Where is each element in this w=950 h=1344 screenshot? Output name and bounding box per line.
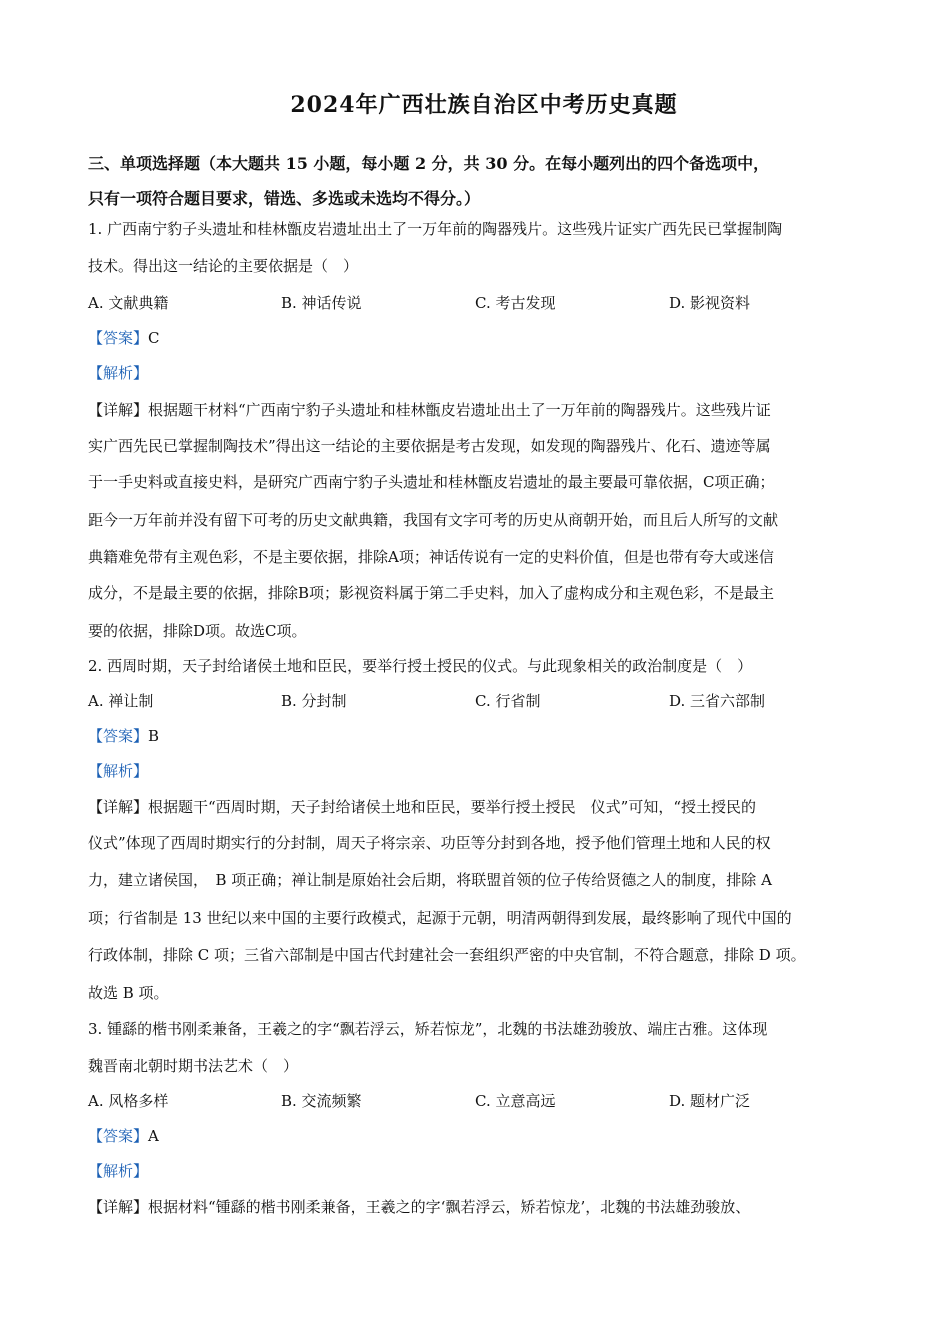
detail-label: 【详解】 (88, 401, 149, 419)
option-d: D. 影视资料 (669, 294, 751, 312)
detail-line: 力，建立诸侯国， B 项正确；禅让制是原始社会后期，将联盟首领的位子传给贤德之人的制度，排除 A (88, 871, 772, 889)
detail-line: 实广西先民已掌握制陶技术”得出这一结论的主要依据是考古发现，如发现的陶器残片、化石、遗迹等属 (88, 437, 771, 455)
detail-line: 要的依据，排除D项。故选C项。 (88, 622, 307, 640)
detail-line: 故选 B 项。 (88, 984, 169, 1002)
answer-line (88, 1125, 159, 1146)
detail-label: 【详解】 (88, 798, 149, 816)
option-d: D. 题材广泛 (669, 1092, 751, 1110)
option-b: B. 分封制 (281, 692, 347, 710)
answer-line (88, 327, 160, 348)
option-a: A. 文献典籍 (88, 294, 169, 312)
section-heading-line: 只有一项符合题目要求，错选、多选或未选均不得分。） (88, 189, 481, 208)
detail-label: 【详解】 (88, 1198, 149, 1216)
detail-line: 成分，不是最主要的依据，排除B项；影视资料属于第二手史料，加入了虚构成分和主观色彩，不是最主 (88, 584, 775, 602)
detail-line: 距今一万年前并没有留下可考的历史文献典籍，我国有文字可考的历史从商朝开始，而且后人所写的文献 (88, 511, 779, 529)
answer-line (88, 725, 159, 746)
detail-line: 【详解】根据材料“锺繇的楷书刚柔兼备，王羲之的字‘飘若浮云，矫若惊龙’，北魏的书法雄劲骏放、 (88, 1198, 751, 1216)
option-d: D. 三省六部制 (669, 692, 766, 710)
analysis-label: 【解析】 (88, 762, 149, 780)
option-b: B. 交流频繁 (281, 1092, 362, 1110)
option-a: A. 风格多样 (88, 1092, 169, 1110)
option-a: A. 禅让制 (88, 692, 154, 710)
question-stem-line: 1. 广西南宁豹子头遗址和桂林甑皮岩遗址出土了一万年前的陶器残片。这些残片证实广西先民已掌握制陶 (88, 220, 783, 238)
answer-value: C (148, 329, 160, 347)
question-stem-line: 技术。得出这一结论的主要依据是（ ） (88, 257, 359, 275)
detail-line: 行政体制，排除 C 项；三省六部制是中国古代封建社会一套组织严密的中央官制，不符合题意，排除 D 项。 (88, 946, 806, 964)
detail-line: 典籍难免带有主观色彩，不是主要依据，排除A项；神话传说有一定的史料价值，但是也带有夸大或迷信 (88, 548, 774, 566)
detail-line: 于一手史料或直接史料，是研究广西南宁豹子头遗址和桂林甑皮岩遗址的最主要最可靠依据，C项正确； (88, 473, 775, 491)
answer-value: B (148, 727, 160, 745)
page-title: 2024年广西壮族自治区中考历史真题 (290, 92, 678, 118)
answer-label: 【答案】 (88, 329, 149, 347)
answer-label: 【答案】 (88, 1127, 149, 1145)
option-b: B. 神话传说 (281, 294, 362, 312)
option-c: C. 行省制 (475, 692, 541, 710)
detail-line: 【详解】根据题干材料“广西南宁豹子头遗址和桂林甑皮岩遗址出土了一万年前的陶器残片。这些残片证 (88, 401, 771, 419)
detail-line: 【详解】根据题干“西周时期，天子封给诸侯土地和臣民，要举行授土授民 仪式”可知，“授土授民的 (88, 798, 757, 816)
answer-value: A (148, 1127, 159, 1145)
detail-line: 仪式”体现了西周时期实行的分封制，周天子将宗亲、功臣等分封到各地，授予他们管理土地和人民的权 (88, 834, 771, 852)
analysis-label: 【解析】 (88, 364, 149, 382)
option-c: C. 立意高远 (475, 1092, 556, 1110)
answer-label: 【答案】 (88, 727, 149, 745)
question-stem-line: 2. 西周时期，天子封给诸侯土地和臣民，要举行授土授民的仪式。与此现象相关的政治制度是（ ） (88, 657, 753, 675)
section-heading (88, 146, 880, 216)
section-heading-line: 三、单项选择题（本大题共 15 小题，每小题 2 分，共 30 分。在每小题列出的四个备选项中， (88, 154, 770, 173)
question-stem-line: 3. 锺繇的楷书刚柔兼备，王羲之的字“飘若浮云，矫若惊龙”，北魏的书法雄劲骏放、端庄古雅。这体现 (88, 1020, 768, 1038)
question-stem-line: 魏晋南北朝时期书法艺术（ ） (88, 1057, 299, 1075)
analysis-label: 【解析】 (88, 1162, 149, 1180)
detail-line: 项；行省制是 13 世纪以来中国的主要行政模式，起源于元朝，明清两朝得到发展，最终影响了现代中国的 (88, 909, 792, 927)
option-c: C. 考古发现 (475, 294, 556, 312)
